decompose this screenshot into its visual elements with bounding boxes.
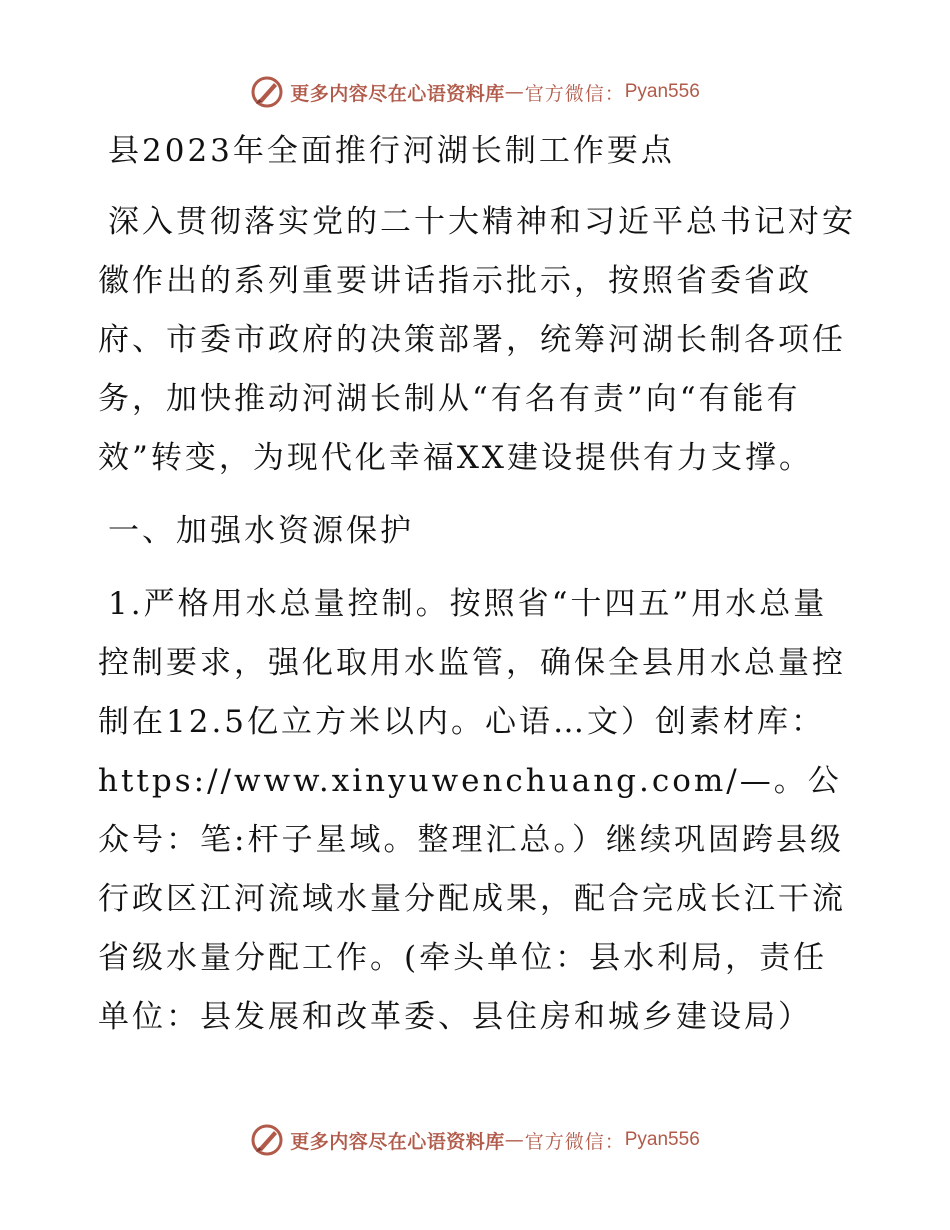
- watermark-banner-bottom: [0, 1120, 950, 1160]
- watermark-wechat-label: 官方微信：: [524, 82, 625, 105]
- watermark-separator: —: [504, 81, 525, 103]
- watermark-wechat-id: Pyan556: [624, 81, 700, 102]
- document-body: [98, 122, 858, 1061]
- watermark-wechat-label: 官方微信：: [524, 1130, 625, 1153]
- intro-paragraph: 深入贯彻落实党的二十大精神和习近平总书记对安徽作出的系列重要讲话指示批示，按照省委省政府、市委市政府的决策部署，统筹河湖长制各项任务，加快推动河湖长制从“有名有责”向“有能有效”转变，为现代化幸福XX建设提供有力支撑。: [98, 204, 856, 476]
- item-paragraph: 1.严格用水总量控制。按照省“十四五”用水总量控制要求，强化取用水监管，确保全县用水总量控制在12.5亿立方米以内。心语…文）创素材库：https://www.xinyuwenchuang.com/—。公众号：笔:杆子星域。整理汇总。）继续巩固跨县级行政区江河流域水量分配成果，配合完成长江干流省级水量分配工作。(牵头单位：县水利局，责任单位：县发展和改革委、县住房和城乡建设局）: [98, 586, 846, 1035]
- section-heading: 一、加强水资源保护: [108, 513, 414, 549]
- watermark-library-text: 更多内容尽在心语资料库: [290, 82, 505, 105]
- watermark-wechat-id: Pyan556: [624, 1129, 700, 1150]
- watermark-separator: —: [504, 1129, 525, 1151]
- document-title: 县2023年全面推行河湖长制工作要点: [108, 133, 675, 169]
- watermark-library-text: 更多内容尽在心语资料库: [290, 1130, 505, 1153]
- watermark-banner-top: [0, 72, 950, 112]
- watermark-logo-icon: [250, 75, 284, 109]
- watermark-logo-icon: [250, 1123, 284, 1157]
